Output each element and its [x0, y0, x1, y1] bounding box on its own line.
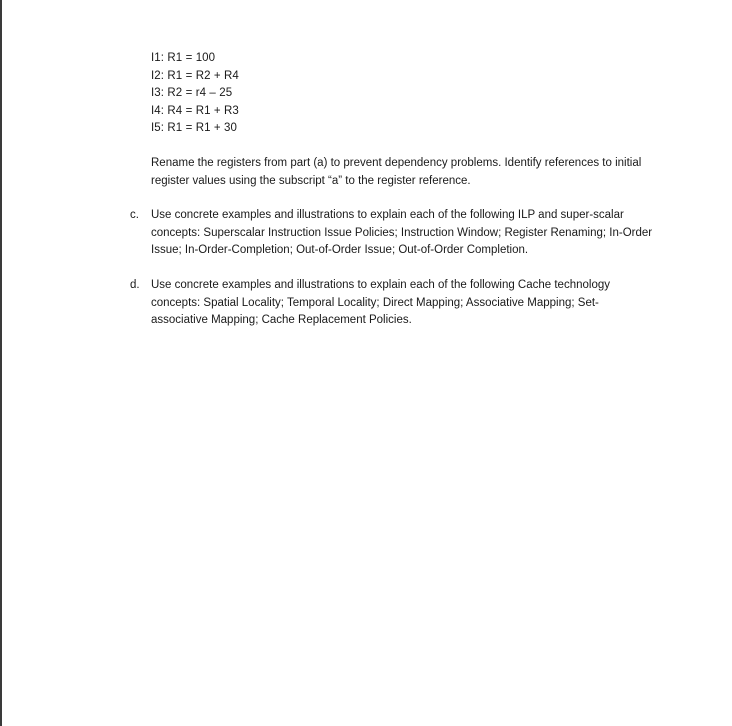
question-text: Use concrete examples and illustrations to explain each of the following Cache technology concepts: Spatial Locality; Temporal Locality; Direct Mapping; Associative Mapping; Set-associative Mapping; Cache Replacement Policies. [151, 279, 610, 326]
instruction-line: I1: R1 = 100 [151, 52, 216, 64]
instruction-line: I4: R4 = R1 + R3 [151, 104, 239, 117]
part-b-paragraph: Rename the registers from part (a) to prevent dependency problems. Identify references to initial register values using the subscript “a” to the register reference. [151, 157, 642, 187]
instruction-list [151, 50, 239, 138]
question-text: Use concrete examples and illustrations to explain each of the following ILP and super-scalar concepts: Superscalar Instruction Issue Policies; Instruction Window; Register Renaming; In-Order Issue; In-Order-Completion; Out-of-Order Issue; Out-of-Order Completion. [151, 209, 653, 256]
instruction-line: I5: R1 = R1 + 30 [151, 122, 237, 135]
instruction-line: I3: R2 = r4 – 25 [151, 87, 233, 100]
list-marker: c. [130, 209, 139, 221]
instruction-line: I2: R1 = R2 + R4 [151, 69, 239, 82]
list-marker: d. [130, 279, 140, 291]
